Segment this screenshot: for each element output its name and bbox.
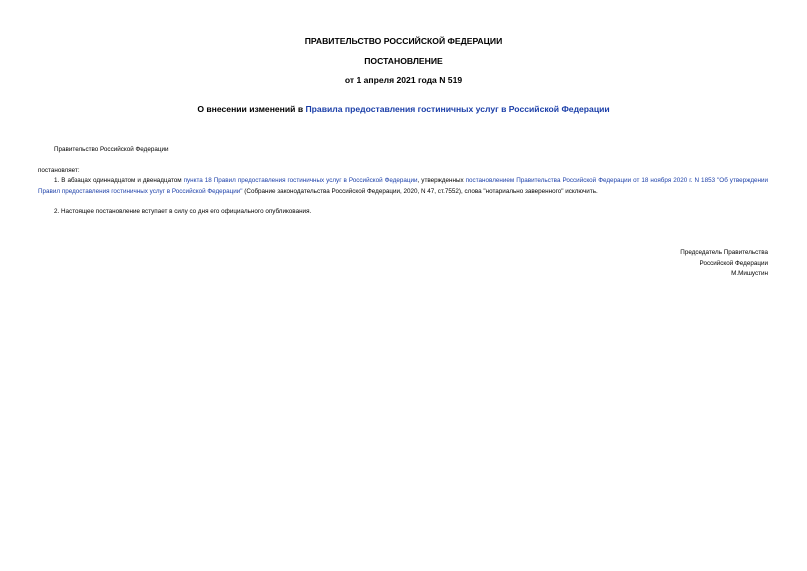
clause-1-text-b: , утвержденных: [417, 177, 466, 184]
title-rules-link[interactable]: Правила предоставления гостиничных услуг в Российской Федерации: [305, 104, 610, 114]
clause-1-text-c: (Собрание законодательства Российской Федерации, 2020, N 47, ст.7552), слова "нотариально заверенного" исключить.: [242, 187, 598, 195]
clause-1: [38, 176, 768, 197]
clause-1-decree-link[interactable]: постановлением Правительства Российской Федерации от 18 ноября 2020 г. N 1853 "Об утверждении Правил предоставления гостиничных услуг в Российской Федерации": [38, 177, 769, 195]
clause-1-text-a: 1. В абзацах одиннадцатом и двенадцатом: [54, 177, 184, 184]
date-number-heading: от 1 апреля 2021 года N 519: [344, 75, 463, 85]
signature-name: М.Мишустин: [731, 270, 768, 277]
clause-2: 2. Настоящее постановление вступает в силу со дня его официального опубликования.: [54, 208, 312, 215]
title-prefix: О внесении изменений в: [197, 104, 306, 114]
decides-text: постановляет:: [38, 167, 80, 174]
document-type-heading: ПОСТАНОВЛЕНИЕ: [364, 56, 443, 66]
document-title: [0, 104, 807, 115]
signature-country: Российской Федерации: [699, 260, 768, 267]
government-heading: ПРАВИТЕЛЬСТВО РОССИЙСКОЙ ФЕДЕРАЦИИ: [304, 36, 503, 46]
clause-1-rules-link[interactable]: пункта 18 Правил предоставления гостиничных услуг в Российской Федерации: [183, 177, 418, 184]
signature-position: Председатель Правительства: [680, 249, 768, 256]
issuer-text: Правительство Российской Федерации: [54, 146, 169, 153]
